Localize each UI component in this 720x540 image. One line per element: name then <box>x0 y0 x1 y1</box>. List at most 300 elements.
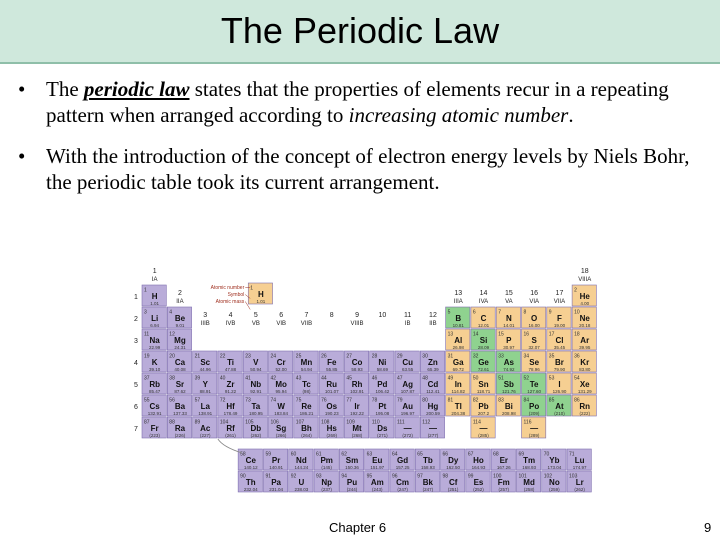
element-mass: (252) <box>473 487 484 492</box>
element-number: 91 <box>265 473 272 480</box>
element-mass: 140.91 <box>269 465 283 470</box>
element-mass: 232.04 <box>243 487 258 492</box>
element-symbol: Ni <box>378 358 387 367</box>
element-symbol: Rn <box>579 402 591 411</box>
element-number: 108 <box>321 419 330 426</box>
element-symbol: Lu <box>574 456 585 465</box>
element-mass: (259) <box>549 487 560 492</box>
element-number: 103 <box>569 473 578 480</box>
group-number: 9 <box>355 312 360 319</box>
element-symbol: Db <box>250 424 262 433</box>
group-label: VB <box>251 321 260 327</box>
element-mass: 72.61 <box>477 367 490 372</box>
group-number: 12 <box>429 312 437 319</box>
element-number: 35 <box>548 353 555 360</box>
element-mass: 180.95 <box>248 411 263 416</box>
element-number: 20 <box>169 353 175 360</box>
period-number: 6 <box>134 404 138 411</box>
element-symbol: Pu <box>346 478 358 487</box>
group-label: IVA <box>478 299 489 305</box>
element-symbol: Fe <box>327 358 337 367</box>
element-mass: (258) <box>523 487 535 492</box>
element-symbol: Ge <box>478 358 489 367</box>
element-number: 2 <box>574 287 577 294</box>
element-number: 60 <box>290 451 297 458</box>
element-symbol: Po <box>529 402 540 411</box>
period-number: 4 <box>134 360 138 367</box>
element-symbol: V <box>253 358 259 367</box>
element-number: 61 <box>316 451 322 458</box>
slide-title: The Periodic Law <box>220 10 500 51</box>
element-mass: 150.36 <box>345 465 359 470</box>
element-symbol: Ds <box>377 424 388 433</box>
element-symbol: Co <box>351 358 363 367</box>
bullet-text-2: With the introduction of the concept of electron energy levels by Niels Bohr, the periodic table took its current arrangement. <box>46 144 690 194</box>
element-symbol: At <box>555 402 564 411</box>
element-mass: 10.81 <box>452 323 464 328</box>
element-mass: 200.59 <box>426 411 440 416</box>
element-symbol: Fm <box>497 478 510 487</box>
element-mass: 19.00 <box>553 323 566 328</box>
group-label: VIIA <box>553 299 566 305</box>
element-symbol: Rb <box>149 380 160 389</box>
element-symbol: Tl <box>454 402 462 411</box>
element-number: 102 <box>543 473 553 480</box>
element-symbol: Dy <box>448 456 459 465</box>
element-number: 68 <box>493 451 499 458</box>
group-number: 11 <box>404 312 412 319</box>
element-mass: (266) <box>275 433 287 438</box>
increasing-atomic-number-term: increasing atomic number <box>348 103 569 127</box>
element-mass: 85.47 <box>149 389 161 394</box>
element-mass: (244) <box>346 487 358 492</box>
legend-label: Symbol <box>227 292 245 298</box>
element-mass: 50.94 <box>250 367 262 372</box>
group-number: 13 <box>454 290 463 297</box>
element-number: 80 <box>422 397 428 404</box>
element-symbol: — <box>530 424 539 433</box>
element-symbol: Br <box>555 358 564 367</box>
element-mass: 92.91 <box>250 389 262 394</box>
element-symbol: N <box>505 314 512 323</box>
element-number: 100 <box>493 473 502 480</box>
element-mass: 26.98 <box>452 345 464 350</box>
element-number: 33 <box>498 353 504 360</box>
element-mass: 183.84 <box>274 411 289 416</box>
bullet-list <box>18 76 698 210</box>
element-number: 37 <box>144 375 150 382</box>
element-mass: 238.03 <box>294 487 309 492</box>
element-mass: 28.09 <box>477 345 490 350</box>
legend-label: Atomic number <box>210 285 245 291</box>
element-symbol: La <box>200 402 210 411</box>
element-mass: 58.69 <box>376 367 388 372</box>
element-mass: 12.01 <box>477 323 490 328</box>
element-number: 18 <box>574 331 580 338</box>
element-mass: 91.22 <box>224 389 237 394</box>
element-mass: 192.22 <box>350 411 364 416</box>
element-symbol: Y <box>202 380 208 389</box>
element-mass: 173.04 <box>547 465 562 470</box>
element-symbol: — <box>403 424 412 433</box>
element-mass: 138.91 <box>198 411 213 416</box>
element-number: 32 <box>472 353 479 360</box>
element-mass: (271) <box>377 433 388 438</box>
element-number: 27 <box>346 353 352 360</box>
element-mass: 83.80 <box>579 367 591 372</box>
element-number: 17 <box>548 331 555 338</box>
period-number: 7 <box>134 426 138 433</box>
element-number: 6 <box>472 309 476 316</box>
element-mass: 24.31 <box>174 345 186 350</box>
element-mass: 55.85 <box>326 367 338 372</box>
element-number: 40 <box>219 375 226 382</box>
element-symbol: Eu <box>372 456 383 465</box>
element-number: 42 <box>270 375 277 382</box>
bullet-dot: • <box>18 144 26 168</box>
element-symbol: Tb <box>422 456 433 465</box>
element-mass: 186.21 <box>299 411 314 416</box>
element-mass: 44.96 <box>199 367 211 372</box>
group-number: 14 <box>479 290 488 297</box>
group-label: VIIB <box>300 321 313 327</box>
element-symbol: W <box>277 402 285 411</box>
element-symbol: Cd <box>427 380 439 389</box>
element-mass: 52.00 <box>275 367 287 372</box>
element-mass: 157.25 <box>395 465 410 470</box>
element-mass: 158.93 <box>421 465 435 470</box>
element-number: 89 <box>194 419 201 426</box>
element-symbol: H <box>151 292 158 301</box>
element-symbol: Ga <box>452 358 464 367</box>
bullet-text-1a: The <box>46 77 84 101</box>
element-mass: 87.62 <box>174 389 186 394</box>
element-mass: (251) <box>447 487 459 492</box>
legend-label: Atomic mass <box>215 299 245 305</box>
group-label: IIA <box>176 299 184 305</box>
element-number: 21 <box>194 353 201 360</box>
group-label: IB <box>404 321 411 327</box>
element-mass: (209) <box>528 411 540 416</box>
element-number: 48 <box>422 375 428 382</box>
element-number: 34 <box>523 353 530 360</box>
element-symbol: Rf <box>226 424 235 433</box>
group-label: VIA <box>529 299 539 305</box>
element-mass: 107.87 <box>400 389 415 394</box>
element-mass: 178.49 <box>223 411 238 416</box>
element-symbol: Pa <box>271 478 281 487</box>
element-mass: 106.42 <box>375 389 390 394</box>
element-number: 107 <box>295 419 305 426</box>
element-number: 4 <box>169 309 173 316</box>
element-number: 109 <box>346 419 355 426</box>
group-number: 16 <box>530 290 539 297</box>
element-number: 104 <box>219 419 229 426</box>
element-mass: 174.97 <box>572 465 587 470</box>
element-symbol: Be <box>174 314 186 323</box>
element-number: 73 <box>245 397 251 404</box>
element-mass: 132.91 <box>147 411 162 416</box>
element-symbol: Ac <box>200 424 211 433</box>
element-symbol: Zr <box>226 380 235 389</box>
period-number: 3 <box>134 338 138 345</box>
element-mass: 162.50 <box>446 465 461 470</box>
element-symbol: Na <box>149 336 160 345</box>
element-number: 94 <box>341 473 347 480</box>
period-number: 1 <box>134 294 138 301</box>
element-number: 56 <box>169 397 175 404</box>
element-number: 51 <box>498 375 504 382</box>
element-symbol: Lr <box>575 478 584 487</box>
element-symbol: Os <box>326 402 338 411</box>
element-mass: 88.91 <box>199 389 211 394</box>
element-mass: 144.24 <box>294 465 309 470</box>
element-number: 84 <box>523 397 530 404</box>
element-symbol: Se <box>529 358 540 367</box>
element-number: 57 <box>194 397 201 404</box>
element-symbol: Si <box>479 336 488 345</box>
element-mass: 1.01 <box>150 301 160 306</box>
element-number: 44 <box>321 375 327 382</box>
element-number: 63 <box>366 451 373 458</box>
element-number: 88 <box>169 419 175 426</box>
element-symbol: U <box>298 478 305 487</box>
element-symbol: Ti <box>227 358 235 367</box>
element-symbol: Cu <box>402 358 413 367</box>
period-number: 5 <box>134 382 138 389</box>
element-number: 114 <box>472 419 481 426</box>
element-symbol: Te <box>529 380 539 389</box>
element-symbol: Mg <box>174 336 186 345</box>
element-symbol: Mo <box>275 380 287 389</box>
element-mass: (243) <box>372 487 383 492</box>
element-symbol: Pd <box>377 380 388 389</box>
group-label: IIB <box>429 321 437 327</box>
element-number: 53 <box>548 375 555 382</box>
element-mass: 74.92 <box>503 367 515 372</box>
element-number: 98 <box>442 473 449 480</box>
element-number: 81 <box>447 397 454 404</box>
element-number: 64 <box>391 451 398 458</box>
element-symbol: I <box>558 380 561 389</box>
element-mass: 231.04 <box>269 487 283 492</box>
group-number: 6 <box>279 312 284 319</box>
element-number: 39 <box>194 375 201 382</box>
element-number: 76 <box>321 397 327 404</box>
element-mass: (247) <box>397 487 408 492</box>
page-number: 9 <box>704 520 712 535</box>
group-number: 10 <box>378 312 387 319</box>
element-number: 71 <box>569 451 575 458</box>
element-symbol: Re <box>301 402 312 411</box>
element-number: 50 <box>472 375 479 382</box>
element-number: 75 <box>295 397 302 404</box>
element-number: 12 <box>169 331 175 338</box>
element-mass: 39.95 <box>579 345 591 350</box>
element-number: 29 <box>397 353 403 360</box>
element-number: 36 <box>574 353 580 360</box>
group-label: IIIA <box>453 299 463 305</box>
element-number: 41 <box>245 375 251 382</box>
element-symbol: Cl <box>555 336 564 345</box>
element-symbol: Kr <box>580 358 590 367</box>
element-symbol: Sb <box>503 380 514 389</box>
element-symbol: S <box>531 336 537 345</box>
element-symbol: Ru <box>326 380 338 389</box>
group-number: 2 <box>177 290 182 297</box>
element-symbol: Ce <box>245 456 256 465</box>
element-symbol: O <box>531 314 538 323</box>
element-mass: 63.55 <box>402 367 414 372</box>
element-mass: (247) <box>422 487 434 492</box>
element-symbol: Cf <box>448 478 458 487</box>
element-symbol: Sr <box>175 380 185 389</box>
element-symbol: F <box>557 314 562 323</box>
element-symbol: Hg <box>427 402 439 411</box>
element-number: 26 <box>321 353 327 360</box>
element-mass: 65.39 <box>427 367 439 372</box>
element-symbol: Ra <box>174 424 186 433</box>
element-mass: 164.93 <box>471 465 486 470</box>
element-number: 95 <box>366 473 373 480</box>
element-mass: (257) <box>498 487 510 492</box>
element-symbol: Tc <box>302 380 311 389</box>
element-number: 58 <box>240 451 246 458</box>
element-number: 7 <box>498 309 501 316</box>
element-symbol: Cs <box>149 402 160 411</box>
element-mass: 39.10 <box>149 367 161 372</box>
element-mass: 208.98 <box>501 411 516 416</box>
periodic-law-term: periodic law <box>83 77 190 101</box>
element-mass: 30.97 <box>503 345 515 350</box>
element-number: 22 <box>219 353 226 360</box>
element-mass: 32.07 <box>528 345 540 350</box>
element-symbol: Pb <box>478 402 489 411</box>
group-number: 8 <box>329 312 334 319</box>
element-symbol: Pt <box>378 402 387 411</box>
element-mass: 118.71 <box>476 389 491 394</box>
element-mass: (289) <box>528 433 540 438</box>
group-label: VIIIB <box>350 321 364 327</box>
element-number: 92 <box>290 473 297 480</box>
element-number: 86 <box>574 397 580 404</box>
element-mass: 112.41 <box>426 389 440 394</box>
element-number: 38 <box>169 375 175 382</box>
element-number: 66 <box>442 451 449 458</box>
element-number: 30 <box>422 353 428 360</box>
element-mass: 127.60 <box>527 389 542 394</box>
element-number: 70 <box>543 451 550 458</box>
element-mass: 151.97 <box>370 465 385 470</box>
element-symbol: Sg <box>276 424 287 433</box>
group-label: VIB <box>276 321 286 327</box>
element-number: 9 <box>548 309 552 316</box>
element-number: 5 <box>447 309 451 316</box>
element-symbol: Ir <box>354 402 360 411</box>
element-symbol: H <box>258 290 264 299</box>
element-number: 90 <box>240 473 246 480</box>
element-number: 19 <box>144 353 150 360</box>
element-mass: (227) <box>199 433 211 438</box>
element-symbol: Er <box>499 456 509 465</box>
element-number: 74 <box>270 397 277 404</box>
element-symbol: Sc <box>200 358 211 367</box>
element-mass: 114.82 <box>451 389 465 394</box>
element-symbol: He <box>579 292 590 301</box>
element-number: 11 <box>144 331 150 338</box>
element-symbol: Md <box>523 478 535 487</box>
element-number: 43 <box>295 375 302 382</box>
element-symbol: Rh <box>351 380 363 389</box>
element-number: 28 <box>371 353 378 360</box>
element-symbol: Fr <box>150 424 159 433</box>
element-mass: (98) <box>302 389 311 394</box>
element-mass: (264) <box>301 433 312 438</box>
group-label: VA <box>505 299 513 305</box>
element-mass: (277) <box>427 433 439 438</box>
element-symbol: — <box>428 424 437 433</box>
element-symbol: No <box>549 478 560 487</box>
element-mass: 69.72 <box>452 367 464 372</box>
element-symbol: Ca <box>174 358 186 367</box>
element-mass: (262) <box>250 433 262 438</box>
element-number: 31 <box>447 353 454 360</box>
element-symbol: Hs <box>326 424 337 433</box>
element-symbol: Nd <box>296 456 307 465</box>
element-number: 69 <box>518 451 525 458</box>
element-mass: 14.01 <box>503 323 515 328</box>
chapter-label: Chapter 6 <box>329 520 387 535</box>
element-number: 45 <box>346 375 352 382</box>
element-number: 14 <box>472 331 479 338</box>
element-mass: (226) <box>174 433 186 438</box>
element-number: 54 <box>574 375 580 382</box>
element-mass: 4.00 <box>580 301 590 306</box>
element-mass: 196.97 <box>400 411 415 416</box>
element-mass: 190.23 <box>324 411 339 416</box>
element-number: 8 <box>523 309 527 316</box>
element-number: 3 <box>144 309 147 316</box>
element-mass: 22.99 <box>149 345 161 350</box>
element-mass: 78.96 <box>528 367 540 372</box>
element-number: 67 <box>467 451 474 458</box>
element-symbol: Bi <box>504 402 513 411</box>
element-number: 85 <box>548 397 555 404</box>
element-number: 55 <box>144 397 150 404</box>
element-number: 23 <box>245 353 251 360</box>
element-mass: (285) <box>478 433 489 438</box>
element-number: 110 <box>371 419 380 426</box>
element-symbol: C <box>480 314 487 323</box>
element-symbol: Sn <box>478 380 489 389</box>
element-mass: 137.33 <box>173 411 187 416</box>
element-symbol: Mn <box>300 358 313 367</box>
group-number: 18 <box>580 268 589 275</box>
element-mass: 131.29 <box>577 389 592 394</box>
element-mass: (223) <box>149 433 160 438</box>
element-mass: 58.93 <box>351 367 363 372</box>
element-number: 49 <box>447 375 454 382</box>
element-symbol: As <box>503 358 514 367</box>
element-mass: (269) <box>326 433 338 438</box>
period-number: 2 <box>134 316 138 323</box>
element-symbol: Es <box>473 478 484 487</box>
element-symbol: Ne <box>579 314 590 323</box>
element-symbol: Xe <box>579 380 590 389</box>
element-mass: 140.12 <box>243 465 258 470</box>
group-label: IIIB <box>200 321 210 327</box>
element-symbol: K <box>151 358 158 367</box>
